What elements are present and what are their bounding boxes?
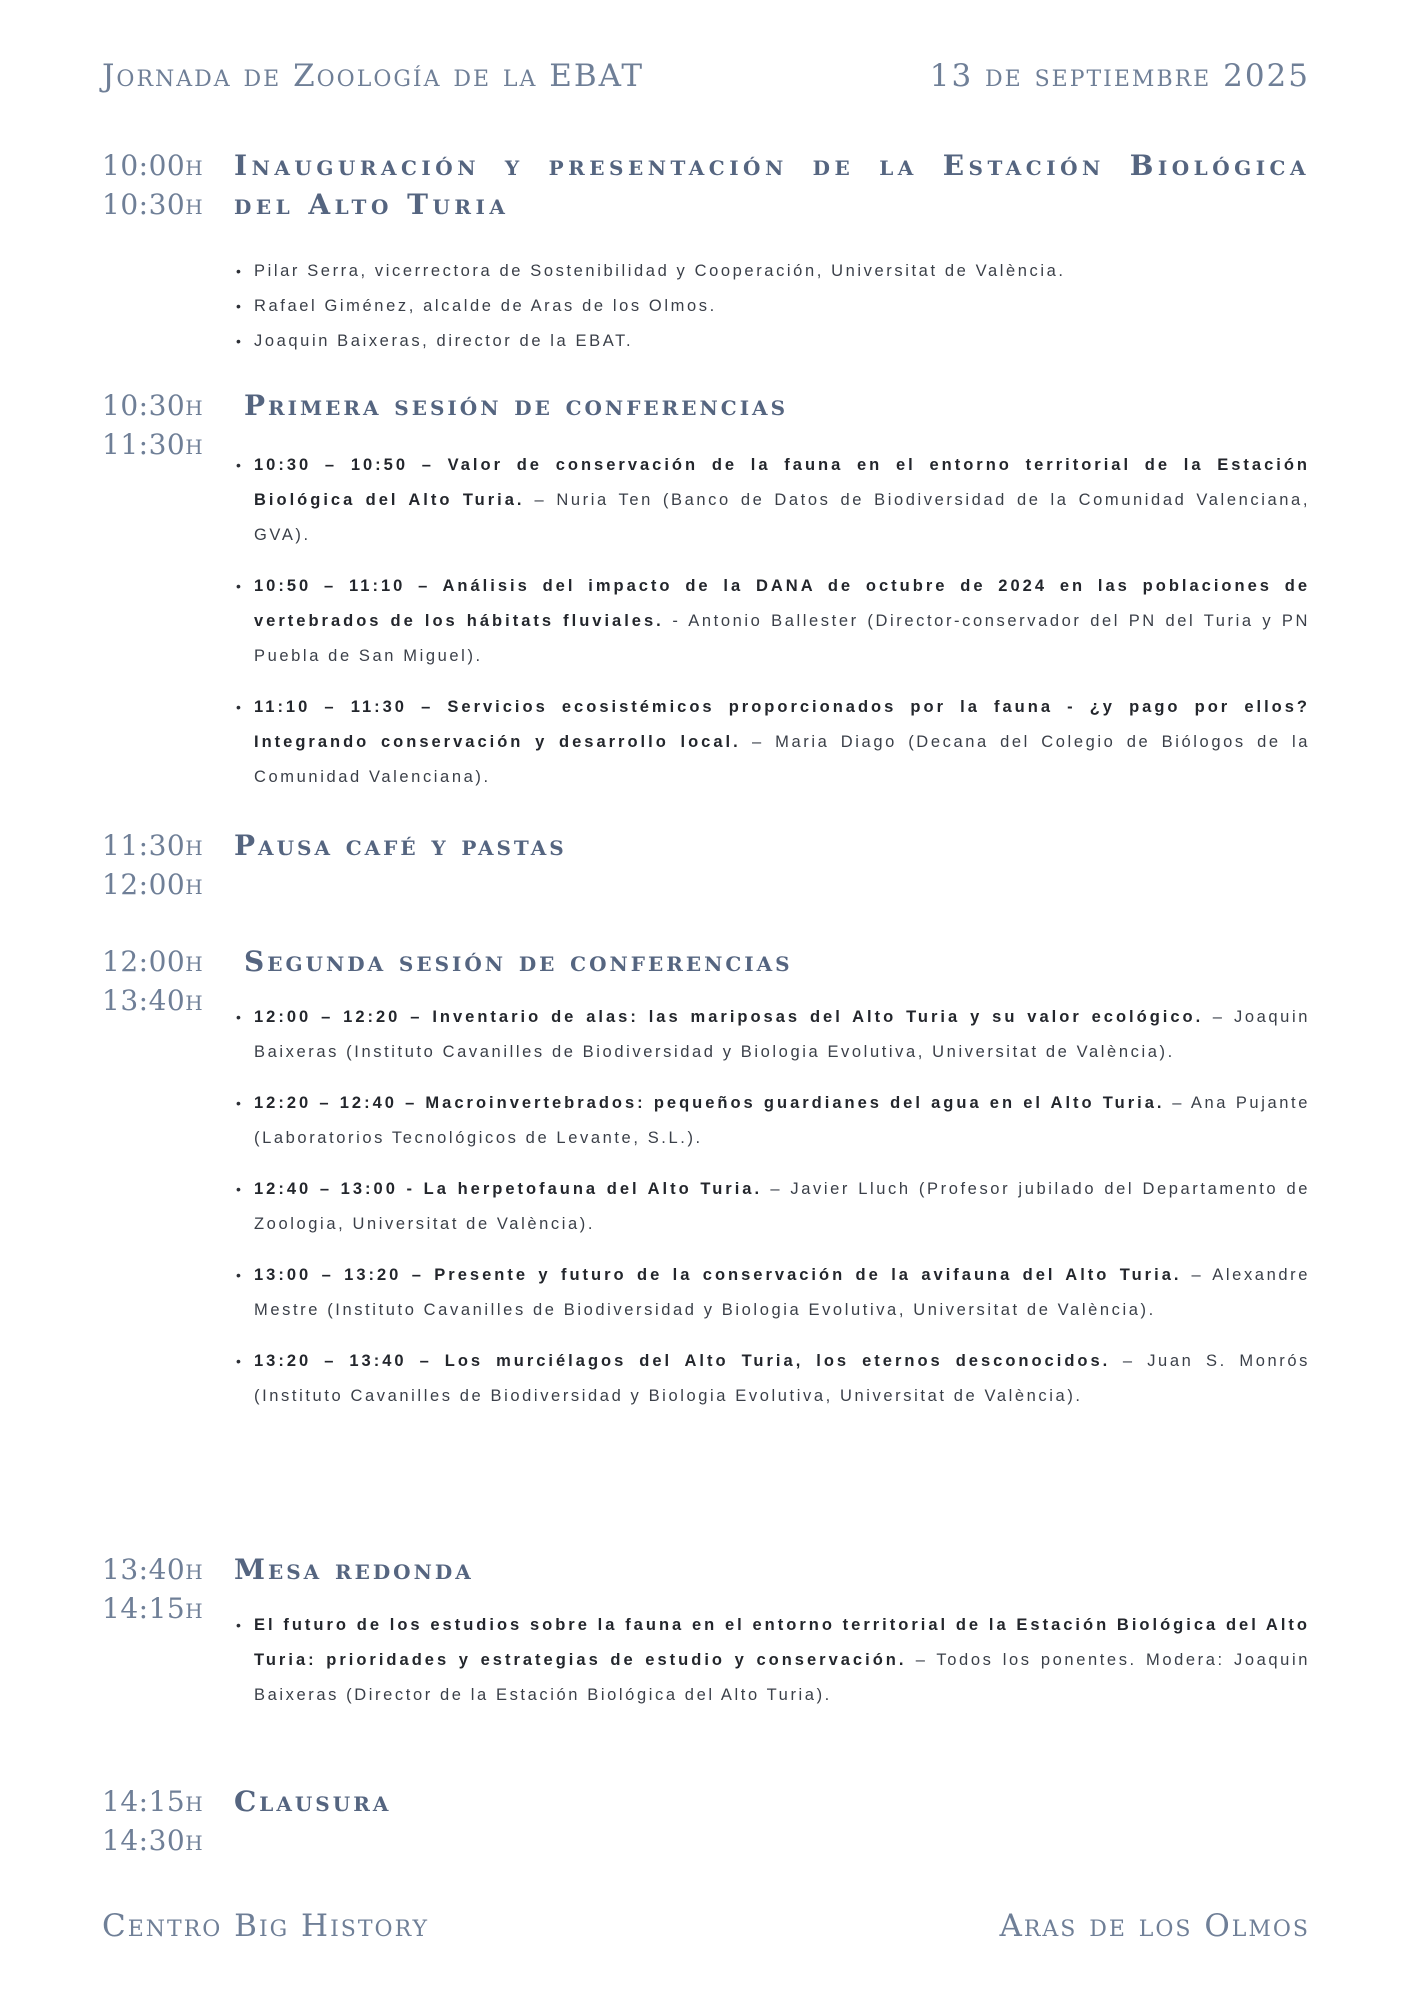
event-title: Jornada de Zoología de la EBAT xyxy=(102,58,645,94)
talk-item xyxy=(234,1086,1310,1156)
time-range xyxy=(102,146,227,224)
start-time: 13:40h xyxy=(102,1553,204,1586)
end-time: 14:15h xyxy=(102,1592,204,1625)
end-time: 11:30h xyxy=(102,428,204,461)
time-range xyxy=(102,1550,227,1628)
talk-speaker: – Alexandre Mestre (Instituto Cavanilles de Biodiversidad y Biologia Evolutiva, Universitat de València). xyxy=(254,1266,1310,1319)
time-range xyxy=(102,386,227,464)
start-time: 10:30h xyxy=(102,389,204,422)
section-title: Mesa redonda xyxy=(234,1553,474,1586)
talk-title: 10:30 – 10:50 – Valor de conservación de la fauna en el entorno territorial de la Estación Biológica del Alto Turia. xyxy=(254,456,1310,509)
talk-title: 12:20 – 12:40 – Macroinvertebrados: pequeños guardianes del agua en el Alto Turia. xyxy=(254,1094,1165,1112)
list-item: • Rafael Giménez, alcalde de Aras de los Olmos. xyxy=(234,289,1310,324)
list-item: • Pilar Serra, vicerrectora de Sostenibilidad y Cooperación, Universitat de València. xyxy=(234,254,1310,289)
talk-item xyxy=(234,448,1310,553)
start-time: 10:00h xyxy=(102,149,204,182)
talk-title: 11:10 – 11:30 – Servicios ecosistémicos proporcionados por la fauna - ¿y pago por ellos? Integrando conservación y desarrollo local. xyxy=(254,698,1310,751)
talk-list xyxy=(234,1000,1310,1430)
talk-item xyxy=(234,1258,1310,1328)
talk-title: 13:20 – 13:40 – Los murciélagos del Alto Turia, los eternos desconocidos. xyxy=(254,1352,1111,1370)
end-time: 13:40h xyxy=(102,984,204,1017)
section-title: Segunda sesión de conferencias xyxy=(244,945,793,978)
talk-speaker: – Joaquin Baixeras (Instituto Cavanilles de Biodiversidad y Biologia Evolutiva, Universitat de València). xyxy=(254,1008,1310,1061)
event-date: 13 de septiembre 2025 xyxy=(929,58,1310,94)
talk-speaker: – Javier Lluch (Profesor jubilado del Departamento de Zoologia, Universitat de València). xyxy=(254,1180,1311,1233)
talk-list xyxy=(234,448,1310,811)
time-range xyxy=(102,942,227,1020)
talk-item xyxy=(234,1172,1310,1242)
talk-speaker: – Maria Diago (Decana del Colegio de Biólogos de la Comunidad Valenciana). xyxy=(254,733,1310,786)
venue-name: Centro Big History xyxy=(102,1908,429,1944)
venue-location: Aras de los Olmos xyxy=(999,1908,1310,1944)
talk-item xyxy=(234,1000,1310,1070)
start-time: 12:00h xyxy=(102,945,204,978)
talk-item xyxy=(234,1344,1310,1414)
talk-title: El futuro de los estudios sobre la fauna en el entorno territorial de la Estación Biológica del Alto Turia: prioridades y estrategias de estudio y conservación. xyxy=(254,1616,1310,1669)
talk-title: 12:00 – 12:20 – Inventario de alas: las mariposas del Alto Turia y su valor ecológico. xyxy=(254,1008,1204,1026)
start-time: 11:30h xyxy=(102,829,204,862)
talk-item xyxy=(234,569,1310,674)
speaker-list xyxy=(234,254,1310,359)
talk-speaker: – Juan S. Monrós (Instituto Cavanilles de Biodiversidad y Biologia Evolutiva, Universitat de València). xyxy=(254,1352,1310,1405)
end-time: 12:00h xyxy=(102,868,204,901)
talk-item xyxy=(234,690,1310,795)
section-title: Pausa café y pastas xyxy=(234,829,567,862)
talk-title: 13:00 – 13:20 – Presente y futuro de la conservación de la avifauna del Alto Turia. xyxy=(254,1266,1182,1284)
end-time: 10:30h xyxy=(102,188,204,221)
talk-speaker: - Antonio Ballester (Director-conservador del PN del Turia y PN Puebla de San Miguel). xyxy=(254,612,1310,665)
end-time: 14:30h xyxy=(102,1824,204,1857)
talk-speaker: – Ana Pujante (Laboratorios Tecnológicos de Levante, S.L.). xyxy=(254,1094,1310,1147)
start-time: 14:15h xyxy=(102,1785,204,1818)
time-range xyxy=(102,826,227,904)
section-title: Inauguración y presentación de la Estación Biológica del Alto Turia xyxy=(234,149,1310,221)
talk-speaker: – Nuria Ten (Banco de Datos de Biodiversidad de la Comunidad Valenciana, GVA). xyxy=(254,491,1311,544)
talk-title: 12:40 – 13:00 - La herpetofauna del Alto Turia. xyxy=(254,1180,763,1198)
talk-list xyxy=(234,1608,1310,1729)
list-item: • Joaquin Baixeras, director de la EBAT. xyxy=(234,324,1310,359)
section-title: Clausura xyxy=(234,1785,392,1818)
talk-title: 10:50 – 11:10 – Análisis del impacto de la DANA de octubre de 2024 en las poblaciones de vertebrados de los hábitats fluviales. xyxy=(254,577,1310,630)
section-title: Primera sesión de conferencias xyxy=(244,389,789,422)
time-range xyxy=(102,1782,227,1860)
talk-speaker: – Todos los ponentes. Modera: Joaquin Baixeras (Director de la Estación Biológica del Alto Turia). xyxy=(254,1651,1310,1704)
talk-item xyxy=(234,1608,1310,1713)
